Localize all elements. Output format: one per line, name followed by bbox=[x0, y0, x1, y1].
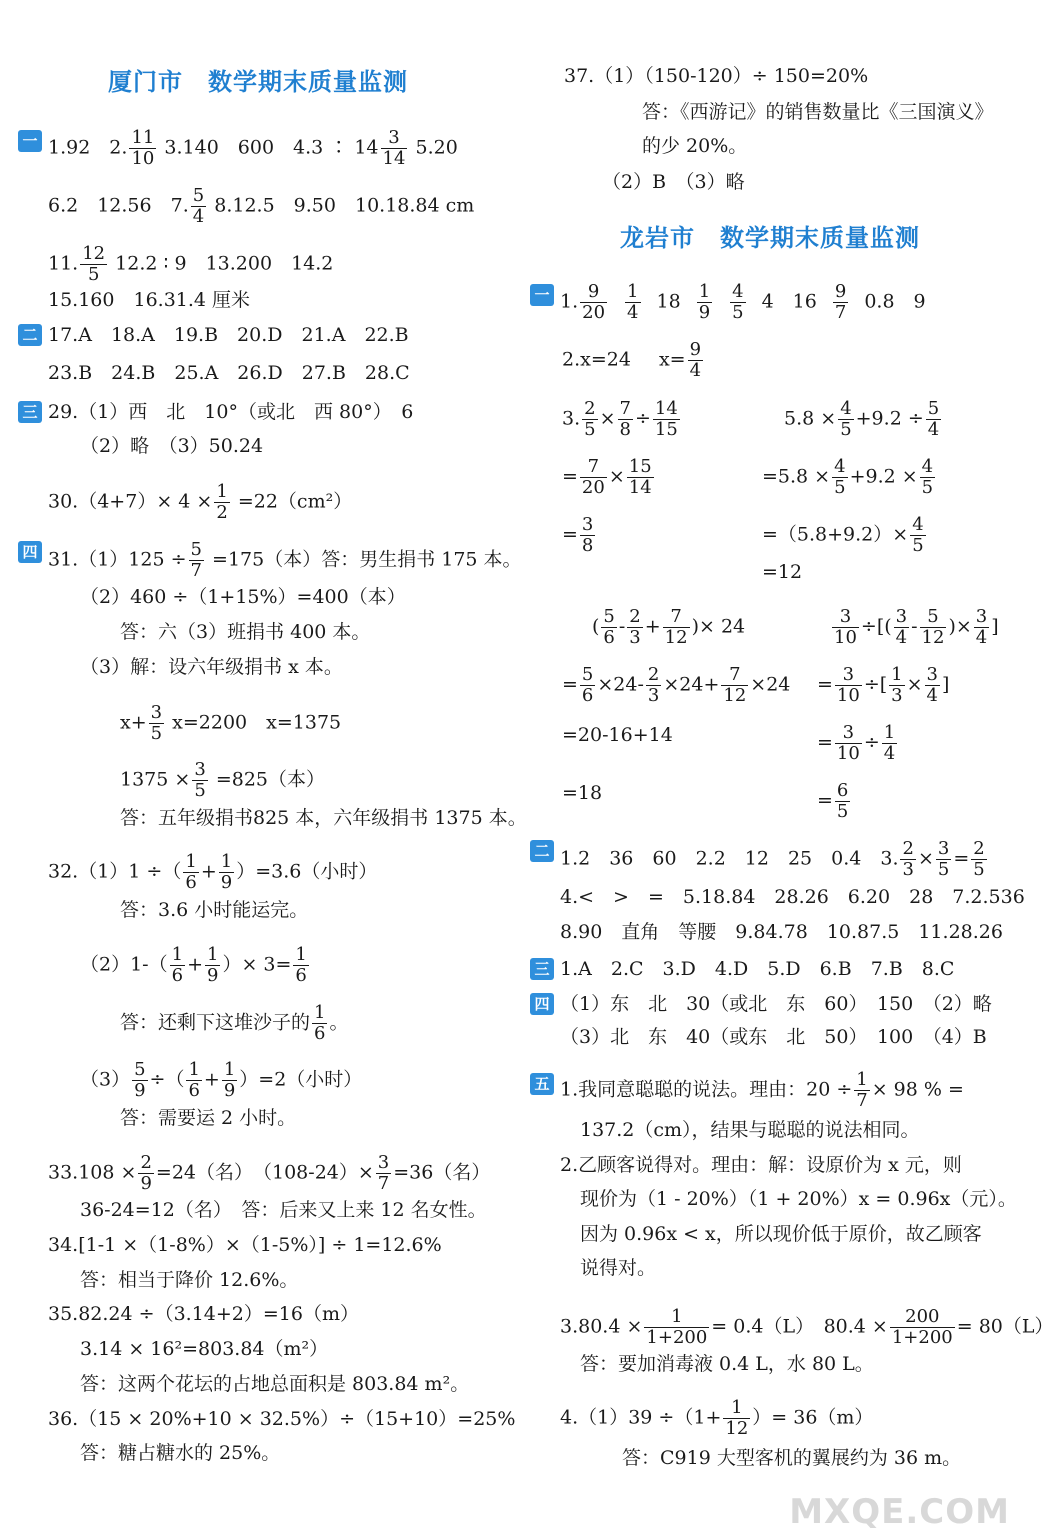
answer-line: 答：六（3）班捐书 400 本。 bbox=[120, 621, 371, 643]
answer-line: 36.（15 × 20%+10 × 32.5%）÷（15+10）=25% bbox=[48, 1408, 516, 1430]
answer-line: = $\frac{3}{8}$ bbox=[562, 514, 594, 556]
answer-line: 36-24=12（名） 答：后来又上来 12 名女性。 bbox=[80, 1199, 487, 1221]
section-badge-3: 三 bbox=[18, 401, 42, 423]
section-badge-1: 一 bbox=[18, 130, 42, 152]
section-badge-1: 一 bbox=[530, 284, 554, 306]
answer-line: 35.82.24 ÷（3.14+2）=16（m） bbox=[48, 1303, 359, 1325]
answer-line: 1375 × $\frac{3}{5}$ =825（本） bbox=[120, 759, 326, 801]
answer-line: 37.（1）（150-120）÷ 150=20% bbox=[564, 65, 869, 87]
answer-line: （2）1-（ $\frac{1}{6}$ + $\frac{1}{9}$ ）× 3= $\frac{1}{6}$ bbox=[80, 944, 307, 986]
answer-line: 33.108 × $\frac{2}{9}$ =24（名） （108-24）× $\frac{3}{7}$ =36（名） bbox=[48, 1152, 491, 1194]
answer-line: （3） $\frac{5}{9}$ ÷（ $\frac{1}{6}$ + $\frac{1}{9}$ ）=2（小时） bbox=[80, 1059, 363, 1101]
answer-line: 答：还剩下这堆沙子的 $\frac{1}{6}$ 。 bbox=[120, 1002, 349, 1044]
answer-line: 3.14 × 16²=803.84（m²） bbox=[80, 1338, 329, 1360]
section-badge-5: 五 bbox=[530, 1073, 554, 1095]
answer-line: 34.[1-1 ×（1-8%）×（1-5%）] ÷ 1=12.6% bbox=[48, 1234, 442, 1256]
answer-line: 因为 0.96x < x，所以现价低于原价，故乙顾客 bbox=[580, 1223, 982, 1245]
answer-line: 137.2（cm），结果与聪聪的说法相同。 bbox=[580, 1119, 920, 1141]
answer-line: 答：需要运 2 小时。 bbox=[120, 1107, 297, 1129]
answer-line: 5.8 × $\frac{4}{5}$ +9.2 ÷ $\frac{5}{4}$ bbox=[784, 398, 940, 440]
answer-line: （3）解：设六年级捐书 x 本。 bbox=[80, 656, 343, 678]
answer-line: = $\frac{3}{10}$ ÷[ $\frac{1}{3}$ × $\frac{3}{4}$ ] bbox=[817, 664, 950, 706]
answer-line: 4.（1）39 ÷（1+ $\frac{1}{12}$ ）= 36（m） bbox=[560, 1397, 874, 1439]
answer-line: 4.< > = 5.18.84 28.26 6.20 28 7.2.536 bbox=[560, 886, 1025, 908]
answer-line: 23.B 24.B 25.A 26.D 27.B 28.C bbox=[48, 362, 410, 384]
answer-line: 答：这两个花坛的占地总面积是 803.84 m²。 bbox=[80, 1373, 470, 1395]
answer-line: （2）略 （3）50.24 bbox=[80, 435, 264, 457]
answer-line: 现价为（1 - 20%）（1 + 20%）x = 0.96x（元）。 bbox=[580, 1188, 1017, 1210]
answer-line: 答：相当于降价 12.6%。 bbox=[80, 1269, 299, 1291]
answer-line: 答：《西游记》的销售数量比《三国演义》 bbox=[642, 101, 994, 123]
answer-line: $\frac{3}{10}$ ÷[( $\frac{3}{4}$ - $\frac{5}{12}$ )× $\frac{3}{4}$ ] bbox=[834, 606, 999, 648]
answer-line: = $\frac{6}{5}$ bbox=[817, 780, 849, 822]
answer-line: 15.160 16.31.4 厘米 bbox=[48, 289, 251, 311]
answer-line: 30.（4+7）× 4 × $\frac{1}{2}$ =22（cm²） bbox=[48, 481, 353, 523]
answer-line: 17.A 18.A 19.B 20.D 21.A 22.B bbox=[48, 324, 409, 346]
answer-line: = $\frac{3}{10}$ ÷ $\frac{1}{4}$ bbox=[817, 722, 896, 764]
answer-line: 1. $\frac{9}{20}$ $\frac{1}{4}$ 18 $\frac{1}{9}$ $\frac{4}{5}$ 4 16 $\frac{9}{7}$ 0.8 9 bbox=[560, 281, 926, 323]
answer-line: =18 bbox=[562, 782, 603, 804]
answer-line: 3.80.4 × $\frac{1}{1+200}$ = 0.4（L） 80.4 × $\frac{200}{1+200}$ = 80（L） bbox=[560, 1306, 1054, 1348]
answer-line: 8.90 直角 等腰 9.84.78 10.87.5 11.28.26 bbox=[560, 921, 1003, 943]
answer-line: = $\frac{5}{6}$ ×24- $\frac{2}{3}$ ×24+ $\frac{7}{12}$ ×24 bbox=[562, 664, 791, 706]
answer-line: 答：糖占糖水的 25%。 bbox=[80, 1442, 281, 1464]
answer-line: 1.A 2.C 3.D 4.D 5.D 6.B 7.B 8.C bbox=[560, 958, 955, 980]
answer-line: 29.（1）西 北 10°（或北 西 80°） 6 bbox=[48, 401, 414, 423]
answer-line: 2.乙顾客说得对。理由：解：设原价为 x 元，则 bbox=[560, 1154, 962, 1176]
answer-line: ( $\frac{5}{6}$ - $\frac{2}{3}$ + $\frac{7}{12}$ )× 24 bbox=[592, 606, 746, 648]
answer-line: x+ $\frac{3}{5}$ x=2200 x=1375 bbox=[120, 702, 342, 744]
xiamen-title: 厦门市 数学期末质量监测 bbox=[108, 68, 408, 96]
answer-line: 答：要加消毒液 0.4 L，水 80 L。 bbox=[580, 1353, 874, 1375]
answer-line: 32.（1）1 ÷（ $\frac{1}{6}$ + $\frac{1}{9}$ ）=3.6（小时） bbox=[48, 851, 378, 893]
answer-line: =12 bbox=[762, 561, 803, 583]
answer-line: = $\frac{7}{20}$ × $\frac{15}{14}$ bbox=[562, 456, 652, 498]
answer-line: 6.2 12.56 7. $\frac{5}{4}$ 8.12.5 9.50 10.18.84 cm bbox=[48, 185, 475, 227]
answer-line: （1）东 北 30（或北 东 60） 150 （2）略 bbox=[560, 993, 992, 1015]
answer-line: 1.2 36 60 2.2 12 25 0.4 3. $\frac{2}{3}$ × $\frac{3}{5}$ = $\frac{2}{5}$ bbox=[560, 838, 985, 880]
answer-line: （2）460 ÷（1+15%）=400（本） bbox=[80, 586, 406, 608]
answer-line: 的少 20%。 bbox=[642, 135, 748, 157]
answer-line: 答：C919 大型客机的翼展约为 36 m。 bbox=[622, 1447, 962, 1469]
watermark: MXQE.COM bbox=[789, 1492, 1010, 1532]
answer-line: =5.8 × $\frac{4}{5}$ +9.2 × $\frac{4}{5}$ bbox=[762, 456, 934, 498]
section-badge-4: 四 bbox=[530, 993, 554, 1015]
answer-line: =20-16+14 bbox=[562, 724, 673, 746]
answer-line: 说得对。 bbox=[580, 1257, 657, 1279]
section-badge-3: 三 bbox=[530, 958, 554, 980]
section-badge-4: 四 bbox=[18, 541, 42, 563]
answer-line: 2.x=24 x= $\frac{9}{4}$ bbox=[562, 339, 702, 381]
answer-line: 答：五年级捐书825 本，六年级捐书 1375 本。 bbox=[120, 807, 527, 829]
answer-line: 1.92 2. $\frac{11}{10}$ 3.140 600 4.3 ∶ 14 $\frac{3}{14}$ 5.20 bbox=[48, 127, 458, 169]
longyan-title: 龙岩市 数学期末质量监测 bbox=[620, 224, 920, 252]
answer-line: 1.我同意聪聪的说法。理由：20 ÷ $\frac{1}{7}$ × 98 % = bbox=[560, 1069, 964, 1111]
section-badge-2: 二 bbox=[530, 840, 554, 862]
answer-line: （3）北 东 40（或东 北 50） 100 （4）B bbox=[560, 1026, 987, 1048]
answer-line: 3. $\frac{2}{5}$ × $\frac{7}{8}$ ÷ $\frac{14}{15}$ bbox=[562, 398, 678, 440]
answer-line: 11. $\frac{12}{5}$ 12.2 ∶ 9 13.200 14.2 bbox=[48, 243, 334, 285]
answer-line: （2）B （3）略 bbox=[602, 171, 745, 193]
section-badge-2: 二 bbox=[18, 324, 42, 346]
answer-line: =（5.8+9.2）× $\frac{4}{5}$ bbox=[762, 514, 924, 556]
answer-line: 31.（1）125 ÷ $\frac{5}{7}$ =175（本）答：男生捐书 175 本。 bbox=[48, 539, 522, 581]
answer-line: 答：3.6 小时能运完。 bbox=[120, 899, 309, 921]
